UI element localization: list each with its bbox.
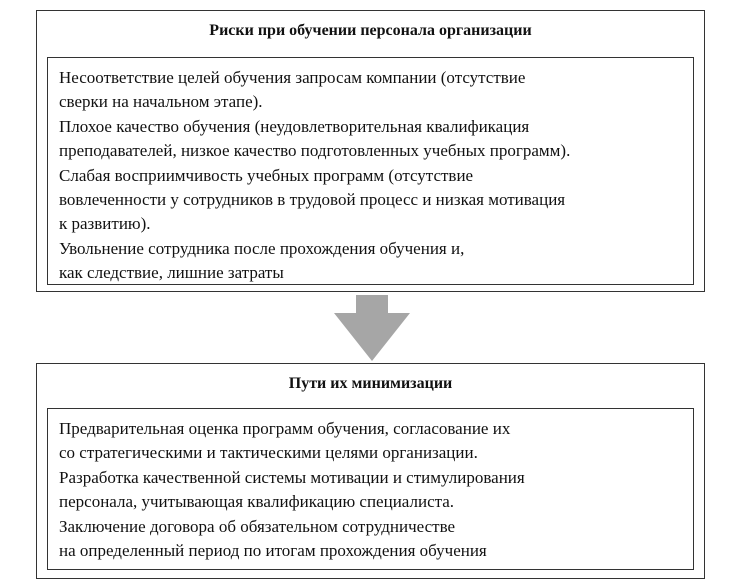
minimization-line: Заключение договора об обязательном сотрудничестве — [59, 516, 456, 536]
minimization-line: Разработка качественной системы мотивации и стимулирования — [59, 467, 525, 487]
minimization-line: на определенный период по итогам прохождения обучения — [59, 541, 487, 561]
minimization-box — [36, 363, 705, 579]
risks-title: Риски при обучении персонала организации — [209, 22, 532, 39]
risks-line: сверки на начальном этапе). — [59, 92, 263, 112]
risks-line: Плохое качество обучения (неудовлетворительная квалификация — [59, 116, 530, 136]
minimization-line: Предварительная оценка программ обучения, согласование их — [59, 419, 511, 438]
minimization-line: персонала, учитывающая квалификацию специалиста. — [59, 492, 455, 512]
minimization-title: Пути их минимизации — [288, 375, 453, 392]
down-arrow-shape — [334, 295, 410, 361]
risks-box — [36, 10, 705, 292]
minimization-list-box — [47, 408, 694, 570]
risks-line: преподавателей, низкое качество подготовленных учебных программ). — [59, 141, 571, 161]
down-arrow-icon — [332, 295, 412, 361]
risks-line: Несоответствие целей обучения запросам компании (отсутствие — [59, 68, 526, 87]
risks-line: к развитию). — [59, 214, 151, 234]
risks-list-box — [47, 57, 694, 285]
risks-line: Слабая восприимчивость учебных программ (отсутствие — [59, 165, 474, 185]
minimization-line: со стратегическими и тактическими целями организации. — [59, 443, 478, 463]
risks-line: Увольнение сотрудника после прохождения обучения и, — [59, 238, 465, 258]
risks-line: как следствие, лишние затраты — [59, 263, 284, 283]
risks-line: вовлеченности у сотрудников в трудовой процесс и низкая мотивация — [59, 190, 566, 210]
